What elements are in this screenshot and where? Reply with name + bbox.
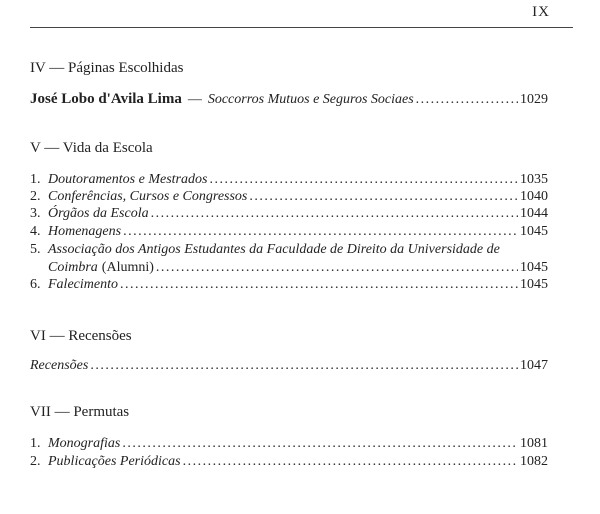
- entry-number: 2.: [30, 454, 41, 469]
- entry-page: 1045: [520, 224, 548, 239]
- entry-number: 3.: [30, 206, 41, 221]
- dot-leader: [123, 224, 518, 240]
- toc-entry-monografias[interactable]: [30, 436, 548, 454]
- dot-leader: [416, 92, 518, 108]
- section-title-vi: VI — Recensões: [30, 328, 132, 344]
- toc-entry-associacao-line1[interactable]: [30, 242, 548, 258]
- header-rule: [30, 27, 573, 28]
- dot-leader: [120, 277, 518, 293]
- dot-leader: [209, 172, 518, 188]
- entry-number: 1.: [30, 172, 41, 187]
- entry-dash: —: [187, 92, 202, 107]
- toc-entry-publicacoes[interactable]: [30, 454, 548, 472]
- entry-page: 1045: [520, 277, 548, 292]
- entry-title: Doutoramentos e Mestrados: [48, 172, 208, 187]
- toc-entry-doutoramentos[interactable]: [30, 172, 548, 190]
- dot-leader: [151, 206, 518, 222]
- entry-author: José Lobo d'Avila Lima: [30, 91, 182, 107]
- entry-title: Publicações Periódicas: [48, 454, 181, 469]
- section-title-vii: VII — Permutas: [30, 404, 130, 420]
- toc-entry-recensoes[interactable]: [30, 358, 548, 376]
- entry-page: 1045: [520, 260, 548, 275]
- entry-page: 1047: [520, 358, 548, 373]
- entry-title-line2: Coimbra: [48, 260, 98, 275]
- entry-title: Falecimento: [48, 277, 118, 292]
- toc-entry-paginas[interactable]: [30, 91, 548, 109]
- dot-leader: [90, 358, 518, 374]
- entry-title-line1: Associação dos Antigos Estudantes da Faculdade de Direito da Universidade de: [48, 242, 500, 257]
- entry-page: 1035: [520, 172, 548, 187]
- page-number: IX: [532, 4, 550, 20]
- toc-entry-associacao-line2[interactable]: [30, 260, 548, 278]
- toc-entry-conferencias[interactable]: [30, 189, 548, 207]
- entry-title: Recensões: [30, 358, 89, 373]
- entry-title: Órgãos da Escola: [48, 206, 149, 221]
- entry-number: 1.: [30, 436, 41, 451]
- entry-title: Homenagens: [48, 224, 122, 239]
- entry-page: 1082: [520, 454, 548, 469]
- entry-page: 1040: [520, 189, 548, 204]
- toc-entry-falecimento[interactable]: [30, 277, 548, 295]
- section-title-iv: IV — Páginas Escolhidas: [30, 60, 184, 76]
- entry-page: 1044: [520, 206, 548, 221]
- entry-title: Soccorros Mutuos e Seguros Sociaes: [207, 92, 414, 107]
- section-title-v: V — Vida da Escola: [30, 140, 153, 156]
- dot-leader: [249, 189, 518, 205]
- dot-leader: [122, 436, 518, 452]
- entry-number: 5.: [30, 242, 41, 257]
- entry-page: 1029: [520, 92, 548, 107]
- entry-number: 6.: [30, 277, 41, 292]
- toc-entry-homenagens[interactable]: [30, 224, 548, 242]
- entry-page: 1081: [520, 436, 548, 451]
- entry-title: Monografias: [48, 436, 121, 451]
- entry-number: 2.: [30, 189, 41, 204]
- entry-title: Conferências, Cursos e Congressos: [48, 189, 248, 204]
- dot-leader: [183, 454, 518, 470]
- toc-entry-orgaos[interactable]: [30, 206, 548, 224]
- entry-title-suffix: (Alumni): [101, 260, 154, 275]
- dot-leader: [156, 260, 518, 276]
- entry-number: 4.: [30, 224, 41, 239]
